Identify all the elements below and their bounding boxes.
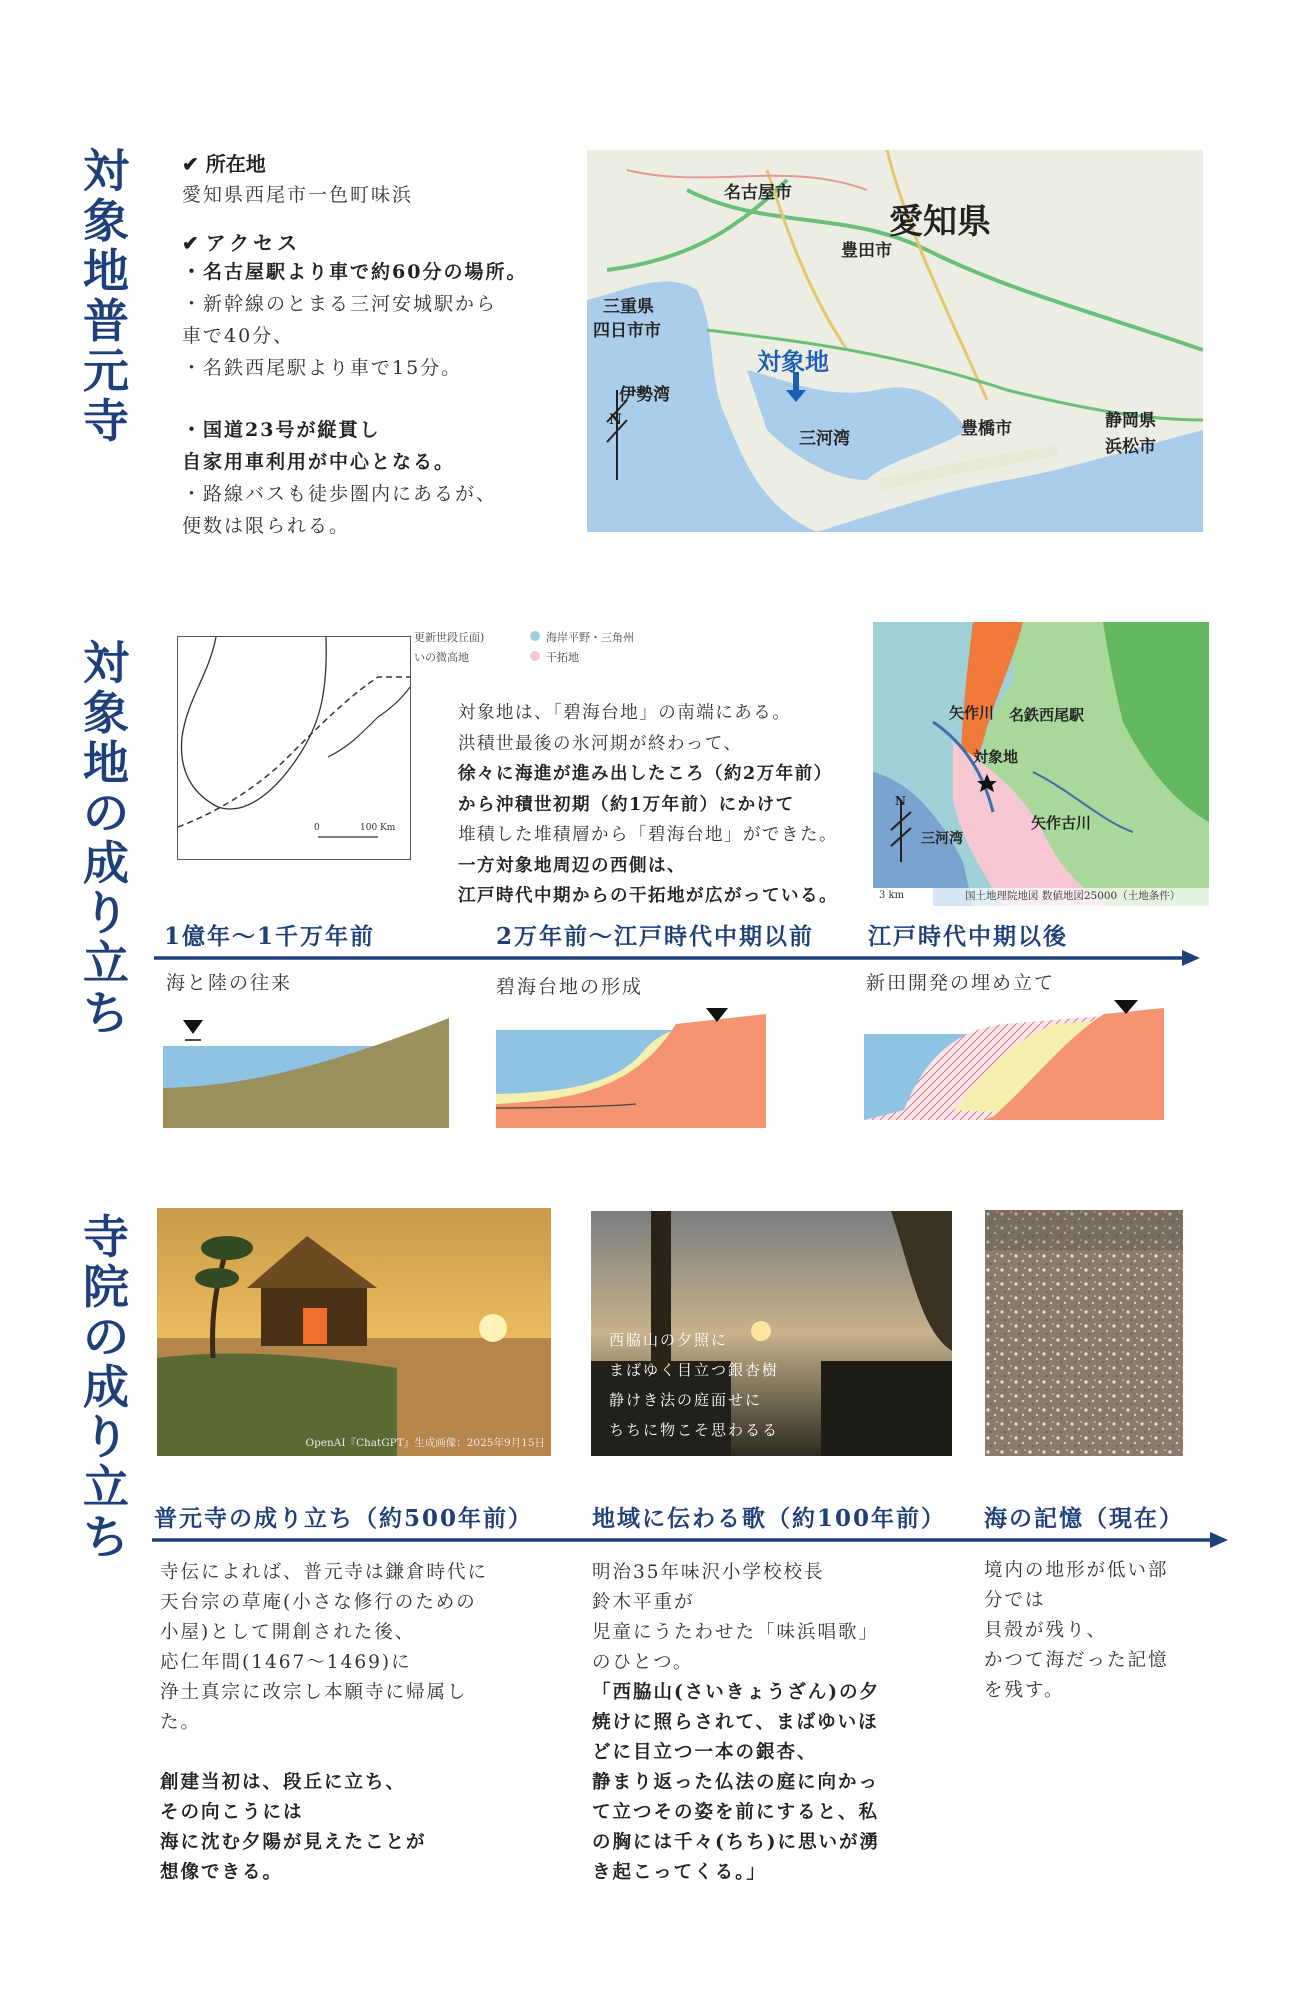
poem-line: 静けき法の庭面せに [609,1391,763,1409]
sketch-legend [414,628,484,668]
poem-line: 西脇山の夕照に [609,1331,729,1349]
desc-line: 洪積世最後の氷河期が終わって、 [458,733,743,754]
map-label: 伊勢湾 [619,385,670,405]
access-line: 車で40分、 [182,325,295,347]
shell-ground-image [985,1210,1183,1456]
text-line: のひとつ。 [592,1652,694,1673]
timeline-arrow [154,948,1204,968]
text-line: 寺伝によれば、普元寺は鎌倉時代に [160,1562,489,1583]
aichi-map [587,150,1203,532]
text-line: 明治35年味沢小学校校長 [592,1562,825,1583]
map-label: 浜松市 [1105,437,1156,457]
map-label: 豊田市 [841,241,892,261]
location-heading: ✔ 所在地 [182,152,266,176]
cross-section-2 [496,1008,766,1128]
text-line: の胸には千々(ちち)に思いが湧 [592,1832,881,1853]
era-label: 普元寺の成り立ち（約500年前） [154,1505,534,1532]
hut-sunset-image [157,1208,551,1456]
hut-sunset-graphic [157,1208,551,1456]
cross-section-1 [163,1008,449,1128]
road-line: 便数は限られる。 [182,515,351,537]
desc-line: から沖積世初期（約1万年前）にかけて [458,794,795,815]
access-line: ・新幹線のとまる三河安城駅から [182,293,498,315]
text-line: て立つその姿を前にすると、私 [592,1802,880,1823]
text-line: き起こってくる。」 [592,1862,767,1883]
access-line: ・名古屋駅より車で約60分の場所。 [182,261,528,283]
text-line: その向こうには [160,1802,304,1823]
land-condition-graphic [873,622,1209,906]
location-block [182,148,582,542]
sketch-legend-color [530,628,634,668]
land-label: 三河湾 [921,831,963,847]
text-line: を残す。 [984,1680,1065,1701]
poem-line: ちちに物こそ思わるる [609,1421,780,1439]
land-label: 対象地 [973,748,1019,766]
text-line: 海に沈む夕陽が見えたことが [160,1832,427,1853]
text-line: 静まり返った仏法の庭に向かっ [592,1772,880,1793]
road-line: ・国道23号が縦貫し [182,419,381,441]
sea-memory-text [984,1556,1169,1706]
text-line: 「西脇山(さいきょうざん)の夕 [592,1682,881,1703]
section1-title: 対象地 普元寺 [83,144,129,448]
road-lines [182,414,582,542]
map-label: 三河湾 [799,429,850,449]
text-line: た。 [160,1712,202,1733]
sketch-map [177,636,411,860]
era-label: 2万年前～江戸時代中期以前 [496,923,815,950]
timeline-caption: 海と陸の往来 [166,972,293,994]
text-line: 鈴木平重が [592,1592,695,1613]
text-line: 小屋)として開創された後、 [160,1622,416,1643]
desc-line: 堆積した堆積層から「碧海台地」ができた。 [458,825,838,845]
legend-item: 更新世段丘面) [414,631,485,644]
text-line: 天台宗の草庵(小さな修行のための [160,1592,477,1613]
text-line: 想像できる。 [160,1862,284,1883]
era-label: 江戸時代中期以後 [868,923,1068,950]
location-text: 愛知県西尾市一色町味浜 [182,184,414,206]
scale-zero: 0 [314,823,320,833]
access-line: ・名鉄西尾駅より車で15分。 [182,357,463,379]
road-line: ・路線バスも徒歩圏内にあるが、 [182,483,498,505]
land-condition-map [873,622,1209,906]
poem-caption [609,1325,779,1445]
scale-100: 100 Km [360,823,396,833]
text-line: 境内の地形が低い部 [984,1560,1169,1581]
poem-line: まばゆく目立つ銀杏樹 [609,1361,780,1379]
map-label: 名古屋市 [724,183,792,203]
shell-ground-graphic [985,1210,1183,1456]
access-heading: ✔ アクセス [182,231,302,255]
desc-line: 江戸時代中期からの干拓地が広がっている。 [458,886,838,906]
access-lines [182,256,582,384]
map-label-target: 対象地 [757,347,829,376]
land-label: 矢作古川 [1031,814,1092,832]
text-line: 創建当初は、段丘に立ち、 [160,1772,407,1793]
north-label: N [609,412,622,428]
desc-line: 対象地は、「碧海台地」の南端にある。 [458,703,792,723]
desc-line: 一方対象地周辺の西側は、 [458,855,686,876]
text-line: 焼けに照らされて、まばゆいほ [592,1712,879,1733]
north-label: N [895,794,906,808]
legend-item: 海岸平野・三角州 [530,628,634,648]
map-credit: 国土地理院地図 数値地図25000（土地条件） [965,890,1181,902]
cross-section-3 [864,1000,1164,1120]
timeline-caption: 新田開発の埋め立て [866,972,1056,994]
section2-title: 対象地の成り立ち [83,636,129,1040]
desc-line: 徐々に海進が進み出したころ（約2万年前） [458,764,833,784]
text-line: 児童にうたわせた「味浜唱歌」 [592,1622,880,1643]
map-label: 四日市市 [593,321,661,341]
map-label: 静岡県 [1105,411,1156,431]
formation-description [458,698,838,912]
ginkgo-garden-image [591,1211,952,1456]
scale-label: 3 km [879,890,905,901]
legend-item: 干拓地 [530,648,634,668]
legend-item: いの微高地 [414,651,469,664]
section3-title: 寺院の成り立ち [83,1210,129,1564]
text-line: どに目立つ一本の銀杏、 [592,1742,818,1763]
text-line: 分では [984,1590,1046,1611]
land-label: 名鉄西尾駅 [1009,706,1085,724]
map-label: 豊橋市 [961,419,1012,439]
timeline-arrow [152,1530,1232,1550]
temple-origin-text [160,1558,488,1888]
text-line: かつて海だった記憶 [984,1650,1169,1671]
road-line: 自家用車利用が中心となる。 [182,451,456,473]
map-label-pref: 愛知県 [889,202,991,242]
text-line: 浄土真宗に改宗し本願寺に帰属し [160,1682,468,1703]
photo-credit: OpenAI『ChatGPT』生成画像：2025年9月15日 [305,1437,545,1449]
era-label: 地域に伝わる歌（約100年前） [592,1505,947,1532]
text-line: 応仁年間(1467～1469)に [160,1652,412,1673]
timeline-caption: 碧海台地の形成 [496,976,644,998]
era-label: 1億年～1千万年前 [164,923,376,950]
map-label: 三重県 [603,297,654,317]
land-label: 矢作川 [949,704,995,722]
text-line: 貝殻が残り、 [984,1620,1108,1641]
local-song-text [592,1558,880,1888]
era-label: 海の記憶（現在） [984,1505,1184,1532]
